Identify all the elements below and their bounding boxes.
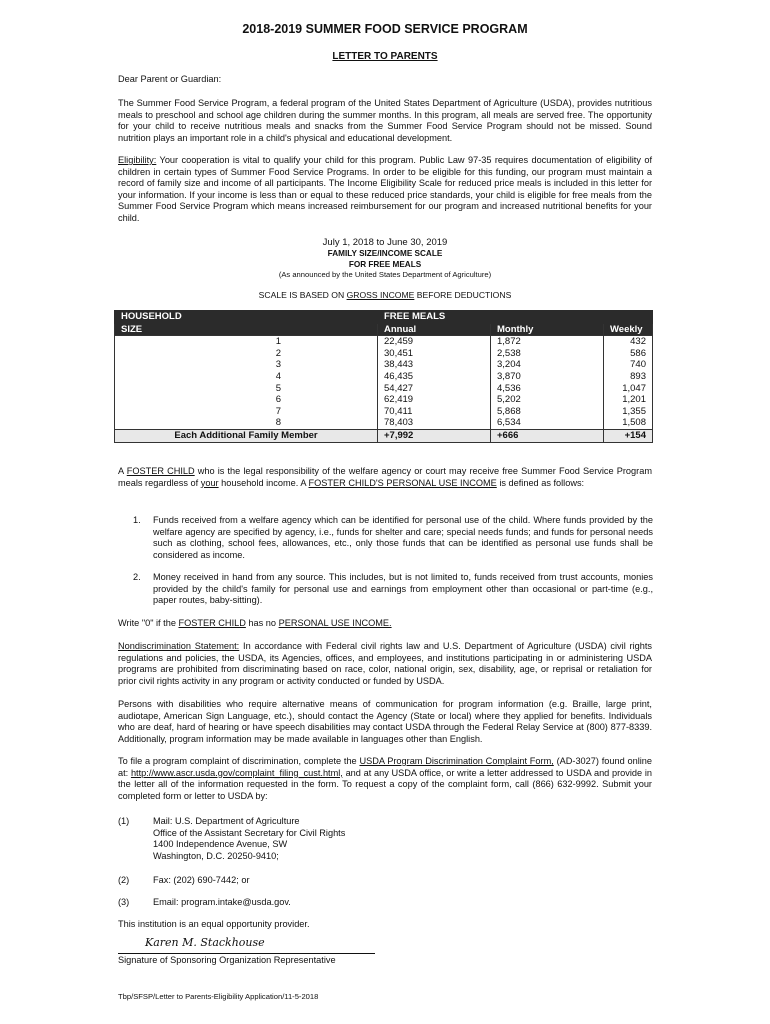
scale-title-2: FOR FREE MEALS — [348, 260, 422, 269]
footer-reference: Tbp/SFSP/Letter to Parents-Eligibility Application/11-5-2018 — [118, 992, 319, 1001]
greeting: Dear Parent or Guardian: — [118, 74, 222, 84]
write-zero-foster-child: FOSTER CHILD — [178, 618, 246, 628]
write-zero-personal-use-income: PERSONAL USE INCOME. — [278, 618, 392, 628]
cell-weekly: 1,355 — [604, 406, 653, 418]
cell-annual: 38,443 — [378, 359, 491, 371]
contact-number: (3) — [118, 897, 130, 907]
equal-opportunity-statement: This institution is an equal opportunity provider. — [118, 919, 310, 929]
page-subtitle: LETTER TO PARENTS — [332, 51, 438, 62]
contact-mail — [118, 816, 346, 861]
complaint-url-link[interactable]: http://www.ascr.usda.gov/complaint_filing_cust.html, — [130, 767, 343, 778]
cell-monthly: 1,872 — [491, 336, 604, 348]
cell-annual: 70,411 — [378, 406, 491, 418]
mail-line-1: Mail: U.S. Department of Agriculture — [153, 816, 300, 826]
nondiscrimination-paragraph — [118, 641, 652, 687]
list-text: Funds received from a welfare agency which can be identified for personal use of the child. Where funds provided by the welfare agency are specified by agency, i.e., funds for shelter and care; special needs funds; and funds for personal needs such as clothing, school fees, allowances, etc., only those funds that can be identified as personal use funds shall be considered as income. — [153, 515, 653, 560]
list-item — [133, 572, 653, 607]
foster-child-term: FOSTER CHILD — [126, 466, 195, 476]
complaint-mid: (AD-3027) found online at: — [118, 756, 652, 778]
list-text: Money received in hand from any source. This includes, but is not limited to, funds received from trust accounts, monies provided by the child's family for personal use and earnings from employment other than occasional or part-time (e.g., paper routes, baby-sitting). — [153, 572, 653, 606]
cell-size: 3 — [115, 359, 378, 371]
cell-monthly: +666 — [491, 429, 604, 442]
header-monthly: Monthly — [491, 323, 604, 336]
table-row — [115, 336, 653, 348]
list-number: 1. — [133, 515, 141, 525]
cell-size: 7 — [115, 406, 378, 418]
income-scale-table — [114, 310, 653, 443]
intro-paragraph: The Summer Food Service Program, a federal program of the United States Department of Agriculture (USDA), provides nutritious meals to preschool and school age children during the summer months. In this program, all meals are served free. The opportunity for your child to receive nutritious meals and snacks from the Summer Food Service Program should not be missed. Sound nutrition plays an important role in a child's physical and educational development. — [118, 98, 652, 143]
header-free-meals: FREE MEALS — [378, 311, 653, 324]
signature-label: Signature of Sponsoring Organization Representative — [118, 955, 336, 965]
cell-annual: 46,435 — [378, 371, 491, 383]
cell-weekly: 1,047 — [604, 383, 653, 395]
table-row-additional — [115, 429, 653, 442]
cell-monthly: 5,202 — [491, 394, 604, 406]
mail-line-3: 1400 Independence Avenue, SW — [153, 839, 288, 850]
complaint-form-link[interactable]: USDA Program Discrimination Complaint Form, — [359, 756, 554, 766]
cell-annual: 54,427 — [378, 383, 491, 395]
basis-gross-income: GROSS INCOME — [346, 290, 415, 300]
table-row — [115, 348, 653, 360]
cell-weekly: 432 — [604, 336, 653, 348]
foster-mid2: household income. A — [218, 477, 309, 488]
scale-note: (As announced by the United States Department of Agriculture) — [278, 270, 492, 279]
write-zero-mid: has no — [245, 618, 279, 628]
cell-monthly: 5,868 — [491, 406, 604, 418]
nondiscrimination-text: In accordance with Federal civil rights law and U.S. Department of Agriculture (USDA) civil rights regulations and policies, the USDA, its Agencies, offices, and employees, and institutions participating in or administering USDA programs are prohibited from discriminating based on race, color, national origin, sex, disability, age, or reprisal or retaliation for prior civil rights activity in any program or activity conducted or funded by USDA. — [118, 641, 652, 686]
signature: Karen M. Stackhouse — [145, 936, 265, 949]
cell-weekly: 893 — [604, 371, 653, 383]
cell-weekly: 1,201 — [604, 394, 653, 406]
scale-basis — [0, 290, 770, 300]
basis-prefix: SCALE IS BASED ON — [258, 290, 347, 300]
scale-title-1: FAMILY SIZE/INCOME SCALE — [327, 249, 443, 258]
foster-your: your — [200, 477, 219, 488]
disabilities-paragraph: Persons with disabilities who require alternative means of communication for program information (e.g. Braille, large print, audiotape, American Sign Language, etc.), should contact the Agency (State or local) where they applied for benefits. Individuals who are deaf, hard of hearing or have speech disabilities may contact USDA through the Federal Relay Service at (800) 877-8339. Additionally, program information may be made available in languages other than English. — [118, 699, 652, 744]
contact-email — [118, 897, 291, 909]
header-household: HOUSEHOLD — [115, 311, 378, 324]
list-number: 2. — [133, 572, 141, 582]
foster-child-paragraph — [118, 466, 652, 489]
foster-personal-use-income: FOSTER CHILD'S PERSONAL USE INCOME — [308, 477, 497, 488]
complaint-pre: To file a program complaint of discrimination, complete the — [118, 756, 360, 766]
cell-size: 5 — [115, 383, 378, 395]
email-line: Email: program.intake@usda.gov. — [153, 897, 291, 907]
cell-size: 1 — [115, 336, 378, 348]
cell-annual: 22,459 — [378, 336, 491, 348]
cell-size: Each Additional Family Member — [115, 429, 378, 442]
table-row — [115, 383, 653, 395]
cell-size: 4 — [115, 371, 378, 383]
table-row — [115, 371, 653, 383]
foster-a: A — [118, 466, 127, 476]
cell-weekly: 586 — [604, 348, 653, 360]
contact-number: (1) — [118, 816, 130, 826]
scale-dates: July 1, 2018 to June 30, 2019 — [322, 237, 448, 248]
fax-line: Fax: (202) 690-7442; or — [153, 875, 250, 885]
cell-weekly: 1,508 — [604, 417, 653, 429]
cell-monthly: 2,538 — [491, 348, 604, 360]
table-row — [115, 417, 653, 429]
table-row — [115, 406, 653, 418]
write-zero-pre: Write "0" if the — [118, 618, 179, 628]
contact-fax — [118, 875, 250, 887]
write-zero-line — [118, 618, 652, 630]
eligibility-paragraph — [118, 155, 652, 225]
cell-monthly: 3,204 — [491, 359, 604, 371]
header-size: SIZE — [115, 323, 378, 336]
complaint-post: and at any USDA office, or write a letter addressed to USDA and provide in the letter all of the information requested in the form. To request a copy of the complaint form, call (866) 632-9992. Submit your completed form or letter to USDA by: — [118, 767, 652, 801]
cell-monthly: 3,870 — [491, 371, 604, 383]
cell-size: 6 — [115, 394, 378, 406]
cell-weekly: +154 — [604, 429, 653, 442]
eligibility-label: Eligibility: — [118, 155, 157, 165]
foster-mid: who is the legal responsibility of the welfare agency or court may receive free Summer Food Service Program meals regardless of — [118, 466, 652, 488]
table-row — [115, 394, 653, 406]
mail-line-2: Office of the Assistant Secretary for Civil Rights — [153, 827, 346, 838]
header-annual: Annual — [378, 323, 491, 336]
cell-size: 2 — [115, 348, 378, 360]
cell-annual: 62,419 — [378, 394, 491, 406]
page-title: 2018-2019 SUMMER FOOD SERVICE PROGRAM — [242, 22, 528, 36]
header-weekly: Weekly — [604, 323, 653, 336]
cell-annual: 30,451 — [378, 348, 491, 360]
cell-annual: 78,403 — [378, 417, 491, 429]
basis-suffix: BEFORE DEDUCTIONS — [414, 290, 512, 300]
foster-end: is defined as follows: — [496, 477, 585, 488]
eligibility-text: Your cooperation is vital to qualify your child for this program. Public Law 97-35 requires documentation of eligibility of children in certain types of Summer Food Service Programs. In order to be eligible for this funding, our program must maintain a record of family size and income of all participants. The Income Eligibility Scale for reduced price meals is included in this letter for your information. If your income is less than or equal to these reduced price standards, your child is eligible for free meals from the Summer Food Service Program which means increased reimbursement for our program and increased nutritional benefits for your child. — [118, 155, 652, 223]
cell-monthly: 4,536 — [491, 383, 604, 395]
cell-annual: +7,992 — [378, 429, 491, 442]
mail-line-4: Washington, D.C. 20250-9410; — [153, 850, 279, 861]
list-item — [133, 515, 653, 561]
signature-line — [118, 953, 375, 954]
table-row — [115, 359, 653, 371]
cell-monthly: 6,534 — [491, 417, 604, 429]
cell-size: 8 — [115, 417, 378, 429]
cell-weekly: 740 — [604, 359, 653, 371]
nondiscrimination-label: Nondiscrimination Statement: — [118, 641, 240, 651]
complaint-paragraph — [118, 756, 652, 802]
contact-number: (2) — [118, 875, 130, 885]
